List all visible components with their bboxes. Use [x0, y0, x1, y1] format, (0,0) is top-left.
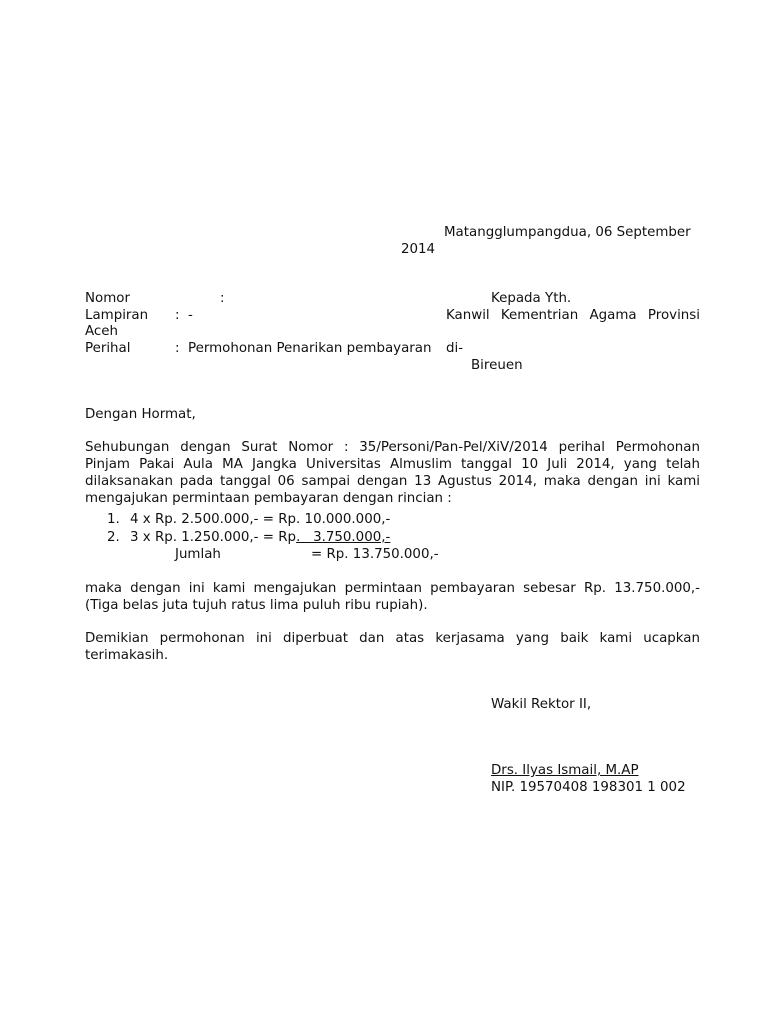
item-2-calc-prefix: 3 x Rp. 1.250.000,- = Rp — [130, 530, 297, 545]
item-2-calc — [130, 529, 390, 546]
place-date-line2: 2014 — [401, 242, 436, 257]
item-1-number: 1. — [107, 512, 120, 527]
recipient-line5: Bireuen — [471, 358, 523, 373]
paragraph-2 — [85, 580, 700, 614]
paragraph-1 — [85, 439, 700, 507]
paragraph-1-line4: mengajukan permintaan pembayaran dengan rincian : — [85, 491, 452, 506]
recipient-line1: Kepada Yth. — [491, 291, 572, 306]
perihal-label: Perihal — [85, 341, 131, 356]
lampiran-value: - — [188, 308, 193, 323]
paragraph-3 — [85, 630, 700, 664]
paragraph-2-line2: (Tiga belas juta tujuh ratus lima puluh ribu rupiah). — [85, 598, 428, 613]
lampiran-label: Lampiran — [85, 308, 149, 323]
total-label: Jumlah — [175, 547, 221, 562]
nomor-label: Nomor — [85, 291, 130, 306]
paragraph-1-line3: dilaksanakan pada tanggal 06 sampai dengan 13 Agustus 2014, maka dengan ini kami — [85, 474, 700, 489]
item-1-calc: 4 x Rp. 2.500.000,- = Rp. 10.000.000,- — [130, 512, 391, 527]
recipient-line4: di- — [446, 341, 464, 356]
paragraph-1-line1: Sehubungan dengan Surat Nomor : 35/Personi/Pan-Pel/XiV/2014 perihal Permohonan — [85, 440, 700, 455]
recipient-line2-text: Kanwil Kementrian Agama Provinsi — [446, 308, 700, 323]
signature-name: Drs. Ilyas Ismail, M.AP — [491, 763, 639, 778]
lampiran-colon: : — [175, 308, 180, 323]
paragraph-2-line1: maka dengan ini kami mengajukan permintaan pembayaran sebesar Rp. 13.750.000,- — [85, 581, 700, 596]
item-2-calc-underlined: . 3.750.000,- — [296, 530, 391, 545]
perihal-value: Permohonan Penarikan pembayaran — [188, 341, 432, 356]
paragraph-1-line2: Pinjam Pakai Aula MA Jangka Universitas Almuslim tanggal 10 Juli 2014, yang telah — [85, 457, 700, 472]
paragraph-3-line1: Demikian permohonan ini diperbuat dan atas kerjasama yang baik kami ucapkan — [85, 631, 700, 646]
perihal-colon: : — [175, 341, 180, 356]
item-2-number: 2. — [107, 530, 120, 545]
place-date-line1: Matangglumpangdua, 06 September — [444, 225, 691, 240]
recipient-line2 — [446, 307, 700, 324]
signature-nip: NIP. 19570408 198301 1 002 — [491, 780, 686, 795]
recipient-line3: Aceh — [85, 324, 119, 339]
nomor-colon: : — [220, 291, 225, 306]
total-value: = Rp. 13.750.000,- — [311, 547, 439, 562]
signature-title: Wakil Rektor II, — [491, 697, 592, 712]
paragraph-3-line2: terimakasih. — [85, 648, 169, 663]
salutation: Dengan Hormat, — [85, 407, 196, 422]
